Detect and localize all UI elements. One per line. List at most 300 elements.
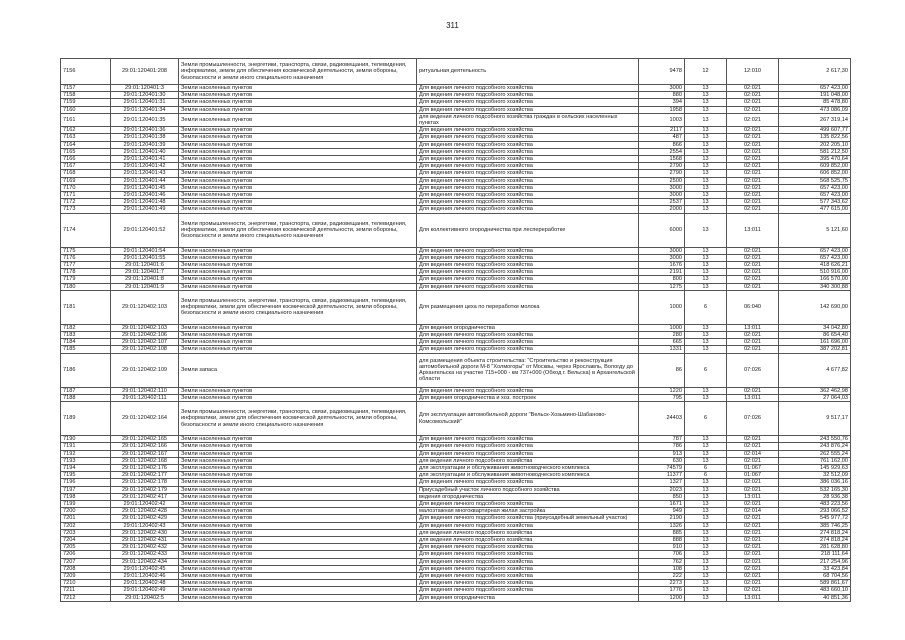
use-code-cell: 02:021: [727, 346, 779, 353]
use-code-cell: 02:021: [727, 148, 779, 155]
permitted-use-cell: для размещения объекта строительства: "Строительство и реконструкция автомобильной дороги М-8 "Холмогоры" от Москвы, через Ярославль, Вологду до Архангельска на участке 715+000 - км 737+000 (Обход г. Вельска) в Архангельской области: [417, 353, 639, 387]
permitted-use-cell: Для ведения личного подсобного хозяйства: [417, 199, 639, 206]
table-row: [61, 254, 851, 261]
use-code-cell: 02:014: [727, 450, 779, 457]
area-cell: 762: [639, 558, 685, 565]
use-code-cell: 02:021: [727, 500, 779, 507]
use-code-cell: 02:021: [727, 486, 779, 493]
cadastral-value-cell: 2 617,30: [779, 59, 851, 85]
area-cell: 1326: [639, 522, 685, 529]
group-cell: 13: [685, 486, 727, 493]
cadastral-number-cell: 29:01:120402:428: [111, 508, 179, 515]
table-row: [61, 324, 851, 331]
row-number-cell: 7158: [61, 92, 111, 99]
land-category-cell: Земли населенных пунктов: [179, 522, 417, 529]
area-cell: 1275: [639, 283, 685, 290]
cadastral-value-cell: 34 042,80: [779, 324, 851, 331]
land-category-cell: Земли населенных пунктов: [179, 127, 417, 134]
permitted-use-cell: малоэтажная многоквартирная жилая застройка: [417, 508, 639, 515]
use-code-cell: 02:021: [727, 587, 779, 594]
row-number-cell: 7180: [61, 283, 111, 290]
permitted-use-cell: Для ведения личного подсобного хозяйства: [417, 283, 639, 290]
use-code-cell: 02:014: [727, 508, 779, 515]
cadastral-value-cell: 581 212,50: [779, 148, 851, 155]
group-cell: 13: [685, 387, 727, 394]
table-row: [61, 587, 851, 594]
cadastral-value-cell: 191 048,00: [779, 92, 851, 99]
use-code-cell: 02:021: [727, 192, 779, 199]
land-category-cell: Земли населенных пунктов: [179, 199, 417, 206]
permitted-use-cell: Для ведения личного подсобного хозяйства: [417, 99, 639, 106]
group-cell: 13: [685, 450, 727, 457]
group-cell: 13: [685, 92, 727, 99]
group-cell: 13: [685, 170, 727, 177]
cadastral-value-cell: 483 660,10: [779, 587, 851, 594]
cadastral-value-cell: 545 977,72: [779, 515, 851, 522]
area-cell: 913: [639, 450, 685, 457]
use-code-cell: 02:021: [727, 339, 779, 346]
row-number-cell: 7177: [61, 262, 111, 269]
table-row: [61, 332, 851, 339]
cadastral-number-cell: 29:01:120402:178: [111, 479, 179, 486]
land-register-table: [60, 58, 851, 602]
group-cell: 6: [685, 472, 727, 479]
use-code-cell: 07:026: [727, 402, 779, 436]
group-cell: 13: [685, 436, 727, 443]
permitted-use-cell: Приусадебный участок личного подсобного хозяйства: [417, 486, 639, 493]
permitted-use-cell: Для ведения личного подсобного хозяйства: [417, 127, 639, 134]
use-code-cell: 02:021: [727, 332, 779, 339]
permitted-use-cell: Для ведения личного подсобного хозяйства: [417, 443, 639, 450]
row-number-cell: 7188: [61, 394, 111, 401]
cadastral-number-cell: 29:01:120401:8: [111, 276, 179, 283]
land-category-cell: Земли населенных пунктов: [179, 324, 417, 331]
row-number-cell: 7197: [61, 486, 111, 493]
area-cell: 1000: [639, 290, 685, 324]
cadastral-value-cell: 135 822,56: [779, 134, 851, 141]
cadastral-number-cell: 29:01:120402:429: [111, 515, 179, 522]
land-category-cell: Земли населенных пунктов: [179, 184, 417, 191]
area-cell: 1331: [639, 346, 685, 353]
table-row: [61, 353, 851, 387]
row-number-cell: 7191: [61, 443, 111, 450]
table-row: [61, 163, 851, 170]
use-code-cell: 02:021: [727, 580, 779, 587]
permitted-use-cell: Для ведения личного подсобного хозяйства: [417, 276, 639, 283]
group-cell: 13: [685, 529, 727, 536]
cadastral-value-cell: 473 086,09: [779, 106, 851, 113]
land-category-cell: Земли населенных пунктов: [179, 247, 417, 254]
land-category-cell: Земли населенных пунктов: [179, 332, 417, 339]
table-row: [61, 262, 851, 269]
group-cell: 13: [685, 184, 727, 191]
cadastral-value-cell: 499 607,77: [779, 127, 851, 134]
row-number-cell: 7194: [61, 464, 111, 471]
group-cell: 13: [685, 106, 727, 113]
use-code-cell: 02:021: [727, 457, 779, 464]
table-row: [61, 106, 851, 113]
cadastral-number-cell: 29:01:120402:431: [111, 536, 179, 543]
permitted-use-cell: Для ведения огородничества: [417, 594, 639, 601]
land-category-cell: Земли населенных пунктов: [179, 457, 417, 464]
row-number-cell: 7210: [61, 580, 111, 587]
use-code-cell: 02:021: [727, 544, 779, 551]
cadastral-number-cell: 29:01:120402:111: [111, 394, 179, 401]
use-code-cell: 02:021: [727, 163, 779, 170]
permitted-use-cell: Для ведения личного подсобного хозяйства: [417, 92, 639, 99]
row-number-cell: 7199: [61, 500, 111, 507]
use-code-cell: 02:021: [727, 269, 779, 276]
permitted-use-cell: для эксплуатации и обслуживания животноводческого комплекса: [417, 464, 639, 471]
permitted-use-cell: Для ведения личного подсобного хозяйства: [417, 177, 639, 184]
row-number-cell: 7170: [61, 184, 111, 191]
row-number-cell: 7208: [61, 565, 111, 572]
permitted-use-cell: для эксплуатации и обслуживания животноводческого комплекса: [417, 472, 639, 479]
permitted-use-cell: для ведения личного подсобного хозяйства: [417, 457, 639, 464]
area-cell: 665: [639, 339, 685, 346]
use-code-cell: 02:021: [727, 170, 779, 177]
group-cell: 13: [685, 332, 727, 339]
cadastral-value-cell: 68 704,56: [779, 572, 851, 579]
group-cell: 13: [685, 346, 727, 353]
table-row: [61, 472, 851, 479]
cadastral-number-cell: 29:01:120401:45: [111, 184, 179, 191]
group-cell: 13: [685, 148, 727, 155]
land-category-cell: Земли населенных пунктов: [179, 565, 417, 572]
permitted-use-cell: Для коллективного огородничества при леспереработке: [417, 213, 639, 247]
area-cell: 487: [639, 134, 685, 141]
cadastral-number-cell: 29:01:120402:166: [111, 443, 179, 450]
table-row: [61, 184, 851, 191]
permitted-use-cell: Для ведения личного подсобного хозяйства: [417, 572, 639, 579]
area-cell: 1958: [639, 106, 685, 113]
permitted-use-cell: Для ведения огородничества и хоз. построек: [417, 394, 639, 401]
area-cell: 706: [639, 551, 685, 558]
cadastral-number-cell: 29:01:120402:49: [111, 587, 179, 594]
row-number-cell: 7207: [61, 558, 111, 565]
permitted-use-cell: Для ведения личного подсобного хозяйства: [417, 500, 639, 507]
cadastral-number-cell: 29:01:120402:103: [111, 324, 179, 331]
area-cell: 2554: [639, 148, 685, 155]
area-cell: 108: [639, 565, 685, 572]
permitted-use-cell: ведения огородничества: [417, 493, 639, 500]
cadastral-number-cell: 29:01:120401:43: [111, 170, 179, 177]
land-category-cell: Земли населенных пунктов: [179, 515, 417, 522]
cadastral-value-cell: 589 861,67: [779, 580, 851, 587]
area-cell: 1003: [639, 113, 685, 126]
cadastral-number-cell: 29:01:120401:52: [111, 213, 179, 247]
table-row: [61, 544, 851, 551]
area-cell: 1220: [639, 387, 685, 394]
land-category-cell: Земли населенных пунктов: [179, 558, 417, 565]
use-code-cell: 02:021: [727, 177, 779, 184]
permitted-use-cell: Для ведения личного подсобного хозяйства: [417, 206, 639, 213]
table-row: [61, 479, 851, 486]
cadastral-number-cell: 29:01:120402:106: [111, 332, 179, 339]
use-code-cell: 02:021: [727, 529, 779, 536]
group-cell: 13: [685, 247, 727, 254]
table-row: [61, 565, 851, 572]
use-code-cell: 13:011: [727, 394, 779, 401]
use-code-cell: 02:021: [727, 247, 779, 254]
cadastral-value-cell: 267 319,14: [779, 113, 851, 126]
cadastral-value-cell: 166 570,00: [779, 276, 851, 283]
land-category-cell: Земли населенных пунктов: [179, 443, 417, 450]
land-category-cell: Земли населенных пунктов: [179, 551, 417, 558]
permitted-use-cell: Для ведения личного подсобного хозяйства: [417, 134, 639, 141]
area-cell: 280: [639, 332, 685, 339]
cadastral-number-cell: 29:01:120401:31: [111, 99, 179, 106]
group-cell: 6: [685, 290, 727, 324]
permitted-use-cell: Для ведения личного подсобного хозяйства: [417, 170, 639, 177]
table-row: [61, 493, 851, 500]
permitted-use-cell: Для ведения личного подсобного хозяйства: [417, 580, 639, 587]
group-cell: 13: [685, 276, 727, 283]
group-cell: 13: [685, 572, 727, 579]
group-cell: 13: [685, 213, 727, 247]
cadastral-number-cell: 29:01:120401:49: [111, 206, 179, 213]
row-number-cell: 7192: [61, 450, 111, 457]
land-category-cell: Земли населенных пунктов: [179, 85, 417, 92]
cadastral-number-cell: 29:01:120401:40: [111, 148, 179, 155]
row-number-cell: 7162: [61, 127, 111, 134]
group-cell: 13: [685, 536, 727, 543]
group-cell: 12: [685, 59, 727, 85]
area-cell: 1676: [639, 262, 685, 269]
area-cell: 2790: [639, 170, 685, 177]
row-number-cell: 7178: [61, 269, 111, 276]
area-cell: 2790: [639, 163, 685, 170]
table-row: [61, 247, 851, 254]
table-row: [61, 594, 851, 601]
cadastral-value-cell: 281 628,80: [779, 544, 851, 551]
area-cell: 3000: [639, 192, 685, 199]
use-code-cell: 01:067: [727, 472, 779, 479]
cadastral-value-cell: 532 165,30: [779, 486, 851, 493]
group-cell: 13: [685, 199, 727, 206]
use-code-cell: 02:021: [727, 479, 779, 486]
table-row: [61, 402, 851, 436]
use-code-cell: 02:021: [727, 572, 779, 579]
cadastral-number-cell: 29:01:120402:168: [111, 457, 179, 464]
group-cell: 13: [685, 177, 727, 184]
cadastral-number-cell: 29:01:120401:36: [111, 127, 179, 134]
permitted-use-cell: Для ведения личного подсобного хозяйства: [417, 269, 639, 276]
land-category-cell: Земли населенных пунктов: [179, 594, 417, 601]
table-row: [61, 170, 851, 177]
land-category-cell: Земли населенных пунктов: [179, 106, 417, 113]
cadastral-number-cell: 29:01:120402:46: [111, 572, 179, 579]
use-code-cell: 02:021: [727, 536, 779, 543]
cadastral-number-cell: 29:01:120402:177: [111, 472, 179, 479]
row-number-cell: 7205: [61, 544, 111, 551]
table-row: [61, 457, 851, 464]
row-number-cell: 7212: [61, 594, 111, 601]
group-cell: 13: [685, 457, 727, 464]
land-category-cell: Земли населенных пунктов: [179, 276, 417, 283]
land-category-cell: Земли населенных пунктов: [179, 493, 417, 500]
row-number-cell: 7209: [61, 572, 111, 579]
cadastral-number-cell: 29:01:120402:176: [111, 464, 179, 471]
table-row: [61, 536, 851, 543]
table-body: [61, 59, 851, 602]
permitted-use-cell: Для ведения личного подсобного хозяйства: [417, 106, 639, 113]
group-cell: 13: [685, 394, 727, 401]
use-code-cell: 02:021: [727, 276, 779, 283]
row-number-cell: 7167: [61, 163, 111, 170]
cadastral-number-cell: 29:01:120401:46: [111, 192, 179, 199]
cadastral-number-cell: 29:01:120401:44: [111, 177, 179, 184]
cadastral-value-cell: 9 517,17: [779, 402, 851, 436]
permitted-use-cell: Для ведения огородничества: [417, 324, 639, 331]
land-category-cell: Земли населенных пунктов: [179, 177, 417, 184]
group-cell: 6: [685, 464, 727, 471]
table-row: [61, 85, 851, 92]
land-category-cell: Земли населенных пунктов: [179, 486, 417, 493]
group-cell: 13: [685, 587, 727, 594]
use-code-cell: 02:021: [727, 283, 779, 290]
cadastral-value-cell: 657 423,00: [779, 184, 851, 191]
cadastral-number-cell: 29:01:120402:45: [111, 565, 179, 572]
table-row: [61, 464, 851, 471]
permitted-use-cell: Для ведения личного подсобного хозяйства: [417, 565, 639, 572]
use-code-cell: 02:021: [727, 551, 779, 558]
land-category-cell: Земли населенных пунктов: [179, 450, 417, 457]
group-cell: 6: [685, 353, 727, 387]
group-cell: 13: [685, 85, 727, 92]
cadastral-number-cell: 29:01:120402:103: [111, 290, 179, 324]
cadastral-value-cell: 243 550,76: [779, 436, 851, 443]
cadastral-number-cell: 29:01:120402:110: [111, 387, 179, 394]
use-code-cell: 02:021: [727, 113, 779, 126]
land-category-cell: Земли населенных пунктов: [179, 269, 417, 276]
row-number-cell: 7203: [61, 529, 111, 536]
permitted-use-cell: Для ведения личного подсобного хозяйства: [417, 262, 639, 269]
land-category-cell: Земли населенных пунктов: [179, 500, 417, 507]
area-cell: 2117: [639, 127, 685, 134]
row-number-cell: 7193: [61, 457, 111, 464]
table-row: [61, 551, 851, 558]
table-row: [61, 486, 851, 493]
permitted-use-cell: Для ведения личного подсобного хозяйства: [417, 192, 639, 199]
land-category-cell: Земли населенных пунктов: [179, 156, 417, 163]
land-category-cell: Земли промышленности, энергетики, транспорта, связи, радиовещания, телевидения, информатики, земли для обеспечения космической деятельности, земли обороны, безопасности и земли иного специального назначения: [179, 213, 417, 247]
land-category-cell: Земли населенных пунктов: [179, 163, 417, 170]
cadastral-number-cell: 29:01:120401:9: [111, 283, 179, 290]
row-number-cell: 7159: [61, 99, 111, 106]
row-number-cell: 7168: [61, 170, 111, 177]
use-code-cell: 06:040: [727, 290, 779, 324]
area-cell: 86: [639, 353, 685, 387]
permitted-use-cell: для ведения личного подсобного хозяйства граждан в сельских населенных пунктах: [417, 113, 639, 126]
table-row: [61, 290, 851, 324]
use-code-cell: 02:021: [727, 206, 779, 213]
table-row: [61, 283, 851, 290]
table-row: [61, 127, 851, 134]
page-number: 311: [446, 21, 459, 30]
permitted-use-cell: Для ведения личного подсобного хозяйства: [417, 247, 639, 254]
row-number-cell: 7195: [61, 472, 111, 479]
use-code-cell: 12:010: [727, 59, 779, 85]
cadastral-value-cell: 33 423,84: [779, 565, 851, 572]
row-number-cell: 7206: [61, 551, 111, 558]
cadastral-value-cell: 395 470,64: [779, 156, 851, 163]
land-category-cell: Земли населенных пунктов: [179, 387, 417, 394]
group-cell: 13: [685, 493, 727, 500]
use-code-cell: 01:067: [727, 464, 779, 471]
cadastral-value-cell: 86 654,40: [779, 332, 851, 339]
permitted-use-cell: Для ведения личного подсобного хозяйства: [417, 85, 639, 92]
cadastral-value-cell: 657 423,00: [779, 192, 851, 199]
row-number-cell: 7175: [61, 247, 111, 254]
row-number-cell: 7201: [61, 515, 111, 522]
row-number-cell: 7190: [61, 436, 111, 443]
cadastral-number-cell: 29:01:120402:109: [111, 353, 179, 387]
group-cell: 13: [685, 551, 727, 558]
cadastral-number-cell: 29:01:120402:434: [111, 558, 179, 565]
area-cell: 795: [639, 394, 685, 401]
use-code-cell: 02:021: [727, 515, 779, 522]
area-cell: 2537: [639, 199, 685, 206]
row-number-cell: 7160: [61, 106, 111, 113]
land-category-cell: Земли запаса: [179, 353, 417, 387]
area-cell: 910: [639, 544, 685, 551]
area-cell: 1671: [639, 500, 685, 507]
land-category-cell: Земли населенных пунктов: [179, 170, 417, 177]
row-number-cell: 7189: [61, 402, 111, 436]
use-code-cell: 02:021: [727, 134, 779, 141]
table-row: [61, 99, 851, 106]
land-category-cell: Земли населенных пунктов: [179, 472, 417, 479]
land-category-cell: Земли населенных пунктов: [179, 92, 417, 99]
area-cell: 1327: [639, 479, 685, 486]
row-number-cell: 7181: [61, 290, 111, 324]
cadastral-number-cell: 29:01:120401:6: [111, 262, 179, 269]
row-number-cell: 7182: [61, 324, 111, 331]
cadastral-value-cell: 40 851,36: [779, 594, 851, 601]
area-cell: 74579: [639, 464, 685, 471]
row-number-cell: 7204: [61, 536, 111, 543]
cadastral-number-cell: 29:01:120401:55: [111, 254, 179, 261]
table-row: [61, 580, 851, 587]
table-row: [61, 276, 851, 283]
permitted-use-cell: Для ведения личного подсобного хозяйства: [417, 479, 639, 486]
cadastral-number-cell: 29:01:120401:41: [111, 156, 179, 163]
permitted-use-cell: Для ведения личного подсобного хозяйства: [417, 551, 639, 558]
use-code-cell: 02:021: [727, 141, 779, 148]
cadastral-number-cell: 29:01:120401:42: [111, 163, 179, 170]
group-cell: 13: [685, 339, 727, 346]
land-category-cell: Земли населенных пунктов: [179, 479, 417, 486]
cadastral-value-cell: 293 066,52: [779, 508, 851, 515]
land-category-cell: Земли населенных пунктов: [179, 346, 417, 353]
land-category-cell: Земли населенных пунктов: [179, 572, 417, 579]
row-number-cell: 7157: [61, 85, 111, 92]
area-cell: 394: [639, 99, 685, 106]
cadastral-number-cell: 29:01:120402:48: [111, 580, 179, 587]
row-number-cell: 7171: [61, 192, 111, 199]
table-row: [61, 113, 851, 126]
permitted-use-cell: Для эксплуатации автомобильной дороги "Вельск-Хозьмино-Шабаново-Комсомольский": [417, 402, 639, 436]
permitted-use-cell: Для ведения личного подсобного хозяйства: [417, 156, 639, 163]
cadastral-value-cell: 418 626,21: [779, 262, 851, 269]
row-number-cell: 7184: [61, 339, 111, 346]
row-number-cell: 7161: [61, 113, 111, 126]
cadastral-value-cell: 568 525,75: [779, 177, 851, 184]
group-cell: 13: [685, 127, 727, 134]
group-cell: 13: [685, 544, 727, 551]
group-cell: 13: [685, 580, 727, 587]
